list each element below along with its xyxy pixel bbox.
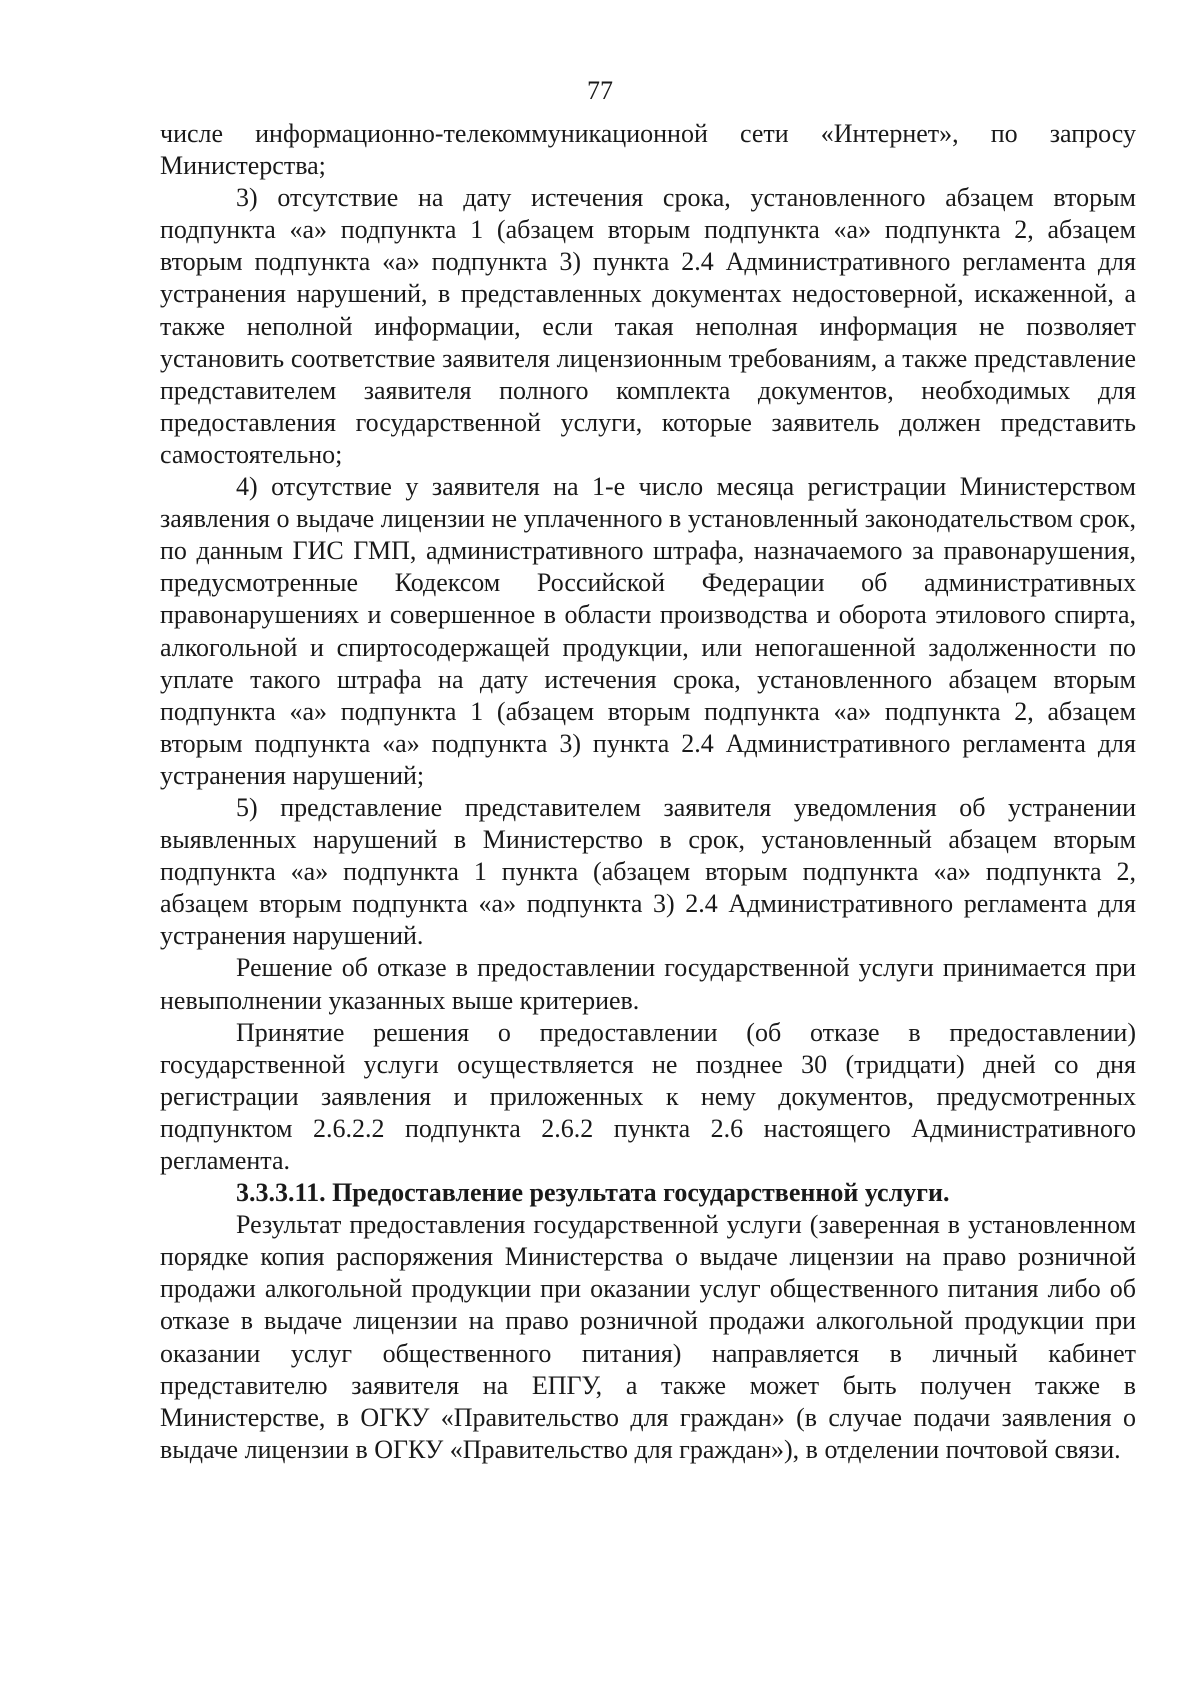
paragraph-item-3: 3) отсутствие на дату истечения срока, установленного абзацем вторым подпункта «а» подпункта 1 (абзацем вторым подпункта «а» подпункта 2, абзацем вторым подпункта «а» подпункта 3) пункта 2.4 Административного регламента для устранения нарушений, в представленных документах недостоверной, искаженной, а также неполной информации, если такая неполная информация не позволяет установить соответствие заявителя лицензионным требованиям, а также представление представителем заявителя полного комплекта документов, необходимых для предоставления государственной услуги, которые заявитель должен представить самостоятельно; bbox=[160, 183, 1136, 469]
paragraph-refusal-decision: Решение об отказе в предоставлении государственной услуги принимается при невыполнении указанных выше критериев. bbox=[160, 953, 1136, 1015]
section-heading: 3.3.3.11. Предоставление результата государственной услуги. bbox=[236, 1178, 950, 1208]
document-body bbox=[160, 118, 1136, 1466]
paragraph-item-4: 4) отсутствие у заявителя на 1-е число месяца регистрации Министерством заявления о выдаче лицензии не уплаченного в установленный законодательством срок, по данным ГИС ГМП, административного штрафа, назначаемого за правонарушения, предусмотренные Кодексом Российской Федерации об административных правонарушениях и совершенное в области производства и оборота этилового спирта, алкогольной и спиртосодержащей продукции, или непогашенной задолженности по уплате такого штрафа на дату истечения срока, установленного абзацем вторым подпункта «а» подпункта 1 (абзацем вторым подпункта «а» подпункта 2, абзацем вторым подпункта «а» подпункта 3) пункта 2.4 Административного регламента для устранения нарушений; bbox=[160, 472, 1136, 790]
paragraph-service-result: Результат предоставления государственной услуги (заверенная в установленном порядке копия распоряжения Министерства о выдаче лицензии на право розничной продажи алкогольной продукции при оказании услуг общественного питания либо об отказе в выдаче лицензии на право розничной продажи алкогольной продукции при оказании услуг общественного питания) направляется в личный кабинет представителю заявителя на ЕПГУ, а также может быть получен также в Министерстве, в ОГКУ «Правительство для граждан» (в случае подачи заявления о выдаче лицензии в ОГКУ «Правительство для граждан»), в отделении почтовой связи. bbox=[160, 1210, 1136, 1464]
paragraph-decision-deadline: Принятие решения о предоставлении (об отказе в предоставлении) государственной услуги осуществляется не позднее 30 (тридцати) дней со дня регистрации заявления и приложенных к нему документов, предусмотренных подпунктом 2.6.2.2 подпункта 2.6.2 пункта 2.6 настоящего Административного регламента. bbox=[160, 1017, 1136, 1175]
paragraph-item-5: 5) представление представителем заявителя уведомления об устранении выявленных нарушений в Министерство в срок, установленный абзацем вторым подпункта «а» подпункта 1 пункта (абзацем вторым подпункта «а» подпункта 2, абзацем вторым подпункта «а» подпункта 3) 2.4 Административного регламента для устранения нарушений. bbox=[160, 792, 1136, 951]
page-number: 77 bbox=[587, 76, 613, 105]
paragraph-continuation: числе информационно-телекоммуникационной сети «Интернет», по запросу Министерства; bbox=[160, 119, 1136, 181]
